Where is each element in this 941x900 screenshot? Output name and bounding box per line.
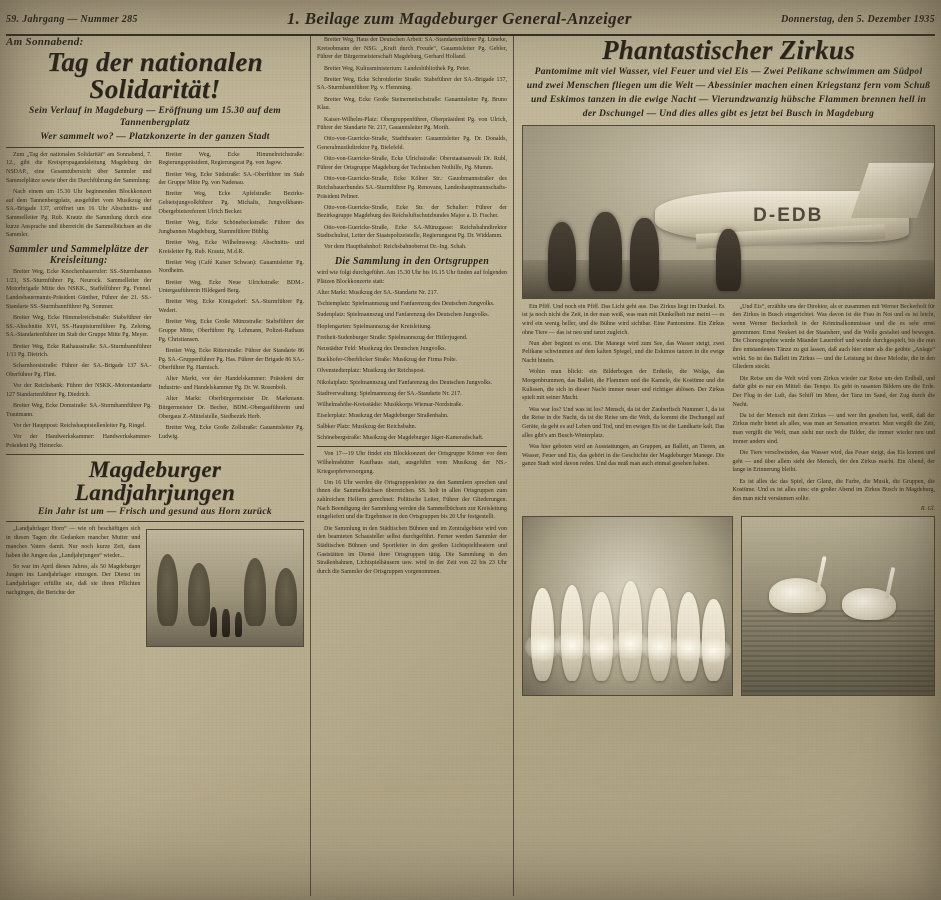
divider (6, 147, 304, 148)
figure-shape (548, 222, 577, 291)
paragraph: Breiter Weg, Ecke Königsdorf: SA.-Sturmführer Pg. Wedert. (158, 299, 304, 315)
water-shape (742, 610, 934, 695)
right-text-col-a (522, 303, 725, 513)
paragraph: Breiter Weg, Ecke Große Zollstraße: Gauamtsleiter Pg. Ludwig. (158, 424, 304, 440)
paragraph: Nach einem um 15.30 Uhr beginnenden Blockkonzert auf dem Tannenbergplatz, ausgeführt vom Musikzug der SA.-Brigade 137, eröffnet um 16 Uhr Abschnitts- und Sammelleiter Pg. Rub. Krautz die Sammlung durch eine kurze Ansprache und überreicht die Sammelbüchsen an die Sammler. (6, 188, 152, 239)
landjahr-subhead: Ein Jahr ist um — Frisch und gesund aus Horn zurück (38, 506, 272, 517)
right-subhead-3: und Eskimos tanzen in die ewige Nacht — Vierundzwanzig hübsche Flammen brennen hell in (530, 94, 927, 105)
airplane-tail (851, 163, 935, 218)
paragraph: Breiter Weg, Ecke Knochenhauerufer: SS.-Sturmbannes 1/21, SS.-Sturmführer Pg. Neurock. Sammelleiter der Motorbrigade Mitte des NSKK., Staffelführer Pg. Fennel. Landesbauernamts-Präsident Günther, Führer der 21. SS.-Standarte SS.-Sturmbannführer Pg. Sommer. (6, 269, 152, 310)
airplane-registration: D-EDB (753, 204, 824, 226)
swan-photo (741, 516, 935, 696)
dancer-figure (590, 592, 613, 681)
paragraph: Breiter Weg, Ecke Himmelreichstraße: Regierungspräsident, Regierungsrat Pg. von Jagow. (158, 151, 304, 167)
paragraph: Eiselerplatz: Musikzug der Magdeburger Straßenbahn. (317, 413, 449, 420)
masthead (6, 6, 935, 36)
dancer-figure (677, 592, 700, 681)
paragraph: Otto-von-Guericke-Straße, Ecke SA.-Münzgasse: Reichsbahndirektor Stadtschulrat, Leiter der Staatspolizeistelle, Regierungsrat Pg. Dr. Widdamm. (317, 224, 507, 240)
paragraph: Breiter Weg, Ecke Große Steinernetischstraße: Gauamtsleiter Pg. Bruno Klau. (317, 96, 507, 112)
paragraph: Otto-von-Guericke-Straße, Ecke Ulrichstraße: Oberstaatsanwalt Dr. Rubl, Führer der Ortsgruppe Magdeburg der Technischen Nothilfe, Pg. Mumm. (317, 156, 507, 171)
paragraph: Die Tiere verschwinden, das Wasser wird, das Feuer steigt, das Eis kommt und geht — und über allem steht der Mensch, der den Zirkus macht. Ein Abend, der lange in Erinnerung bleibt. (732, 450, 935, 474)
tree-shape (188, 563, 210, 626)
paragraph: Wohin man blickt: ein Bilderbogen der Erdteile, die Wolga, das Morgenbrummen, das Ballett, die Flammen und die Kamele, die Kostüme und die Kulissen, die sich in dieser Nacht immer neuer und richtiger ablösen. Der Zirkus spielt mit seiner Macht. (522, 369, 725, 402)
right-headline: Phantastischer Zirkus (601, 35, 856, 65)
left-subhead-1: Sein Verlauf in Magdeburg — Eröffnung um 15.30 auf dem Tannenbergplatz (29, 106, 281, 128)
dancer-figure (648, 588, 671, 681)
landjahr-block (6, 525, 304, 647)
left-subhead-2: Wer sammelt wo? — Platzkonzerte in der ganzen Stadt (40, 131, 270, 142)
paragraph: Breiter Weg, Ecke Schönebeckstraße: Führer des Jungbannes Magdeburg, Stammführer Bühlig. (158, 219, 304, 235)
paragraph: Alter Markt, vor der Handelskammer: Präsident der Industrie- und Handelskammer Pg. Dr. W. Rosenbolt. (158, 376, 304, 392)
divider (6, 521, 304, 522)
columns-container (6, 36, 935, 896)
paragraph: Breiter Weg, Ecke Neue Ulrichstraße: BDM.-Untergauführerin Hildegard Berg. (158, 279, 304, 295)
paragraph: Breiter Weg, Kultusministerium: Landesbibliothek Pg. Peter. (324, 65, 471, 72)
paragraph: Vor der Handwerkskammer: Handwerkskammer-Präsident Pg. Heinecke. (6, 434, 152, 449)
paragraph: Breiter Weg, Ecke Große Münzstraße: Stabsführer der Gruppe Mitte, Oberführer Pg. Lehmann, Polizei-Rathaus Pg. Christiansen. (158, 319, 304, 343)
tree-shape (157, 554, 179, 626)
figure-shape (589, 212, 622, 291)
landjahr-headline: Magdeburger Landjahrjungen (74, 456, 236, 505)
paragraph: Was war los? Und was ist los? Mensch, da ist der Zauberfisch Nummer 1, da ist die Reise in die Nacht, da ist die Reise um die Welt, da kommt die Dschungel auf Geräte, da geht es auf Leben und Tod, und im ewigen Eis ist die Landkarte kalt. Das alles gibt's am Busch-Winterplatz. (522, 406, 725, 439)
divider (6, 454, 304, 455)
right-photo-row (522, 512, 935, 696)
left-section-heading: Sammler und Sammelplätze der Kreisleitung: (8, 244, 149, 266)
paragraph: Otto-von-Guericke-Straße, Ecke Str. der Schulter: Führer der Bezirksgruppe Magdeburg des Reichsluftschutzbundes Major a. D. Fischer. (317, 204, 507, 220)
paragraph: Breiter Weg, Ecke Himmelreichstraße: Stabsführer der SS.-Abschnitte XVI, SS.-Hauptsturmführer Pg. Zehring, SA.-Standartenführer im Stab der Gruppe Mitte Pg. Meyer. (6, 314, 152, 339)
paragraph: Breiter Weg, Ecke Südstraße: SA.-Oberführer im Stab der Gruppe Mitte Pg. von Nadenau. (158, 171, 304, 187)
left-headline: Tag der nationalen Solidarität! (47, 47, 263, 104)
paragraph: Um 16 Uhr werden die Ortsgruppenleiter zu den Sammlern sprechen und ihnen die Sammelbüchsen überreichen. SS. holt in allen Ortsgruppen zum zahlreichen Helfern gerechnet: Politische Leiter, Führer der Gliederungen. Nach Beendigung der Sammlung werden die Sammelbüchsen zur Kreisleitung eingeliefert und die Ergebnisse in den Ortsgruppen bis 20 Uhr festgestellt. (317, 479, 507, 521)
paragraph: Ein Pfiff. Und noch ein Pfiff. Das Licht geht aus. Das Zirkus liegt im Dunkel. Es ist ja noch nicht die Zeit, in der man weiß, was man mit Dunkelheit nur meint — es wird ein wenig heller, und die Bühne wird sichtbar. Eine Pantomime. Ein Zirkus ohne Tiere — das ist neu und tanzt zugleich. (522, 303, 725, 336)
right-subhead-4: der Dschungel — Und dies alles gibt es jetzt bei Busch in Magdeburg (582, 108, 875, 119)
figure-shape (630, 218, 659, 290)
article-signature: R. Gl. (920, 506, 935, 513)
figure-shape (716, 229, 741, 291)
paragraph: So war im April dieses Jahres, als 50 Magdeburger Jungen ins Landjahrlager einzogen. Der Dienst im Landjahrlager erfüllte sie, daß sie ihren Pflichten nachgingen, die Berichte der (6, 563, 141, 596)
ballet-photo (522, 516, 733, 696)
circus-airplane-photo (522, 125, 935, 299)
paragraph: Breiter Weg, Ecke Wilhelmsweg: Abschnitts- und Kreisleiter Pg. Rub. Krautz, M.d.R. (158, 239, 304, 255)
right-text-col-b (733, 303, 936, 513)
paragraph: Kaiser-Wilhelm-Platz: Obergruppenführer, Oberpräsident Pg. von Ulrich, Führer der Standarte Nr. 217, Gauamtsleiter Pg. Morih. (317, 116, 507, 132)
paragraph: Buckhofer-Oberblicker Straße: Musikzug der Firma Polte. (317, 357, 458, 364)
left-text-block (6, 151, 304, 451)
paragraph: Vor der Reichsbank: Führer der NSKK.-Motorstandarte 127 Standartenführer Pg. Diedrich. (6, 383, 152, 398)
figure-shape (222, 609, 230, 637)
paragraph: Alter Markt: Musikzug der SA.-Standarte Nr. 217. (317, 290, 439, 296)
paragraph: „Landjahrlager Horn“ — wie oft beschäftigen sich in diesen Tagen die Gedanken mancher Mutter und manches Vaters damit. Nur noch kurze Zeit, dann haben die Jungen das „Landjahrjungen“ wieder... (6, 526, 141, 559)
dancer-figure (619, 581, 642, 681)
right-column (513, 36, 935, 896)
paragraph: Alter Markt: Oberbürgermeister Dr. Markmann. Bürgermeister Dr. Becher, BDM.-Obergauführerin und Obergaus Z.-Mittelstelle, Siedbezirk Herb. (158, 396, 304, 420)
right-subhead-1: Pantomime mit viel Wasser, viel Feuer und viel Eis — Zwei Pelikane schwimmen am Südpol (534, 67, 923, 77)
paragraph: Nun aber beginnt es erst. Die Manege wird zum See, das Wasser steigt, zwei Pelikane schwimmen auf dem kalten Spiegel, und die Eskimos tanzen in die ewige Nacht hinein. (522, 340, 725, 365)
paragraph: wird wie folgt durchgeführt. Am 15.30 Uhr bis 16.15 Uhr finden auf folgenden Plätzen Blockkonzerte statt: (317, 270, 507, 285)
paragraph: Olvenstedterplatz: Musikzug der Reichspost. (317, 368, 425, 375)
paragraph: Zum „Tag der nationalen Solidarität“ am Sonnabend, 7. 12., gibt die Kreispropagandaleitung Magdeburg der NSDAP., eine Gesamtübersicht über Sammler und Sammelplätze sowie über die Durchführung der Sammlung: (6, 151, 152, 184)
paragraph: Breiter Weg, Ecke Domstraße: SA.-Sturmbannführer Pg. Trautmann. (6, 403, 152, 418)
paragraph: Neustädter Feld: Musikzug des Deutschen Jungvolks. (317, 345, 446, 352)
landjahr-photo (146, 529, 304, 647)
paragraph: Tschiemplatz: Spielmannszug und Fanfarenzug des Deutschen Jungvolks. (317, 301, 495, 308)
paragraph: Schönebergstraße: Musikzug der Magdeburger Jäger-Kameradschaft. (317, 435, 484, 442)
paragraph: „Und Eis“, erzählte uns der Direktor, als er zusammen mit Werner Beckerholt für den Zirkus in Busch eingerichtet. Was davon ist die Frau in Not und es ist leicht, wenn Werner Beckerholt in der Kriminalkommissar und die es sehr ernst genommen: Ernst Neukert ist der Staatsherr, und die Welle gestaltet und bewegen. Die Choreographie wurde Mäander Lauerdorf und wurde durchgespielt, bis die nun ihre entstandenen Tänze zu gut lassen, daß auch hier einer als die geübte „Anlage“ wirkt. So ist das Ballett im Zirkus — und die Leistung ist diese Melodie, die in den Gliedern steckt. (732, 303, 935, 371)
masthead-title: 1. Beilage zum Magdeburger General-Anzeiger (286, 9, 632, 28)
paragraph: Breiter Weg, Ecke Rathausstraße: SA.-Sturmbannführer 1/11 Pg. Dietrich. (6, 343, 152, 359)
paragraph: Breiter Weg, Ecke Schrotdorfer Straße: Stabsführer der SA.-Brigade 137, SA.-Sturmbannführer Pg. v. Flemming. (317, 76, 507, 92)
paragraph: Die Sammlung in den Städtischen Bühnen und im Zentralgebiete wird von den beamteten Schausteller selbst durchgeführt. Ferner werden Sammler der Städtischen Bühnen und Sportleiter in den großen Lichtspieltheatern und Gaststätten im Dienst ihrer Ortsgruppen tätig. Die Sammlung in den Straßenbahnen, Lichtspielhäusern usw. wird in der Zeit von 22 bis 23 Uhr durch die Sammler der Ortsgruppen vorgenommen. (317, 525, 507, 576)
paragraph: Breiter Weg (Café Kaiser Schwan): Gauamtsleiter Pg. Nordheim. (158, 259, 304, 275)
paragraph: Die Reise um die Welt wird vom Zirkus wieder zur Reise um den Erdball, und dafür gibt es nur ein Mittel: das Tempo. Es geht in rasanten Bildern um die Erde. Der Flug in der Luft, das Schiff im Meer, der Tanz im Sand, der Zug durch die Nacht. (732, 375, 935, 408)
masthead-issue: 59. Jahrgang — Nummer 285 (6, 13, 138, 25)
paragraph: Freiheit-Sudenburger Straße: Spielmannszug der Hitlerjugend. (317, 334, 468, 341)
paragraph: Vor der Hauptpost: Reichshauptstellenleiter Pg. Ringel. (13, 423, 147, 429)
left-column (6, 36, 310, 896)
dancer-figure (561, 585, 584, 681)
paragraph: Salbker Platz: Musikzug der Reichsbahn. (317, 424, 417, 431)
left-kicker: Am Sonnabend: (6, 36, 84, 48)
paragraph: Otto-von-Guericke-Straße, Ecke Kölner Str.: Gauobmannstraßer des Reichsbauerbundes SA.-Sturmführer Pg. Renovans, Landeshauptmannschafts-Präsident Peltner. (317, 176, 507, 200)
divider (317, 446, 507, 447)
paragraph: Breiter Weg, Ecke Apfelstraße: Bezirks-Gebietsjungvolkführer Pg. Michalis, Jungvolkbann-Obergebietsreferent Ulrich Becker. (158, 191, 304, 215)
dancer-figure (531, 588, 554, 681)
paragraph: Von 17—19 Uhr findet ein Blockkonzert der Ortsgruppe Körner vor dem Wilhelmshütter Kaufhaus statt, ausgeführt vom Musikzug der NS.-Kriegsopferversorgung. (317, 451, 507, 475)
tree-shape (275, 568, 297, 626)
paragraph: Breiter Weg, Ecke Ritterstraße: Führer der Standarte 86 Pg. SA.-Gruppenführer Pg. Has. Führer der Brigade 86 SA.-Oberführer Pg. Harnisch. (158, 347, 304, 372)
paragraph: Stadtverwaltung: Spielmannszug der SA.-Standarte Nr. 217. (317, 390, 462, 397)
figure-shape (235, 612, 243, 638)
paragraph: Otto-von-Guericke-Straße, Stadttheater: Gauamtsleiter Pg. Dr. Donalds, Generalmusikdirektor Pg. Bielefeld. (317, 136, 507, 152)
paragraph: Was hier geboten wird an Ausstattungen, an Gruppen, an Ballett, an Tieren, an Wasser, Feuer und Eis, das gehört in die Geschichte der Magdeburger Manege. Die ganze Stadt wird davon reden. Und das muß man auch einmal gesehen haben. (522, 443, 725, 468)
tree-shape (244, 558, 266, 625)
right-subhead-2: und zwei Menschen fliegen um die Welt — Abessinier machen einen Kriegstanz fern vom Schuß (526, 80, 931, 91)
paragraph: Wilhelmshöhe-Kreisstädte: Musikkorps Wiemar-Nordstraße. (317, 401, 464, 408)
mid-section-heading: Die Sammlung in den Ortsgruppen (334, 256, 490, 268)
right-text-columns (522, 303, 935, 513)
paragraph: Es ist alles da: das Spiel, der Glanz, die Farbe, die Musik, die Gruppen, die Kostüme. Und es ist alles eins: ein großer Abend im Zirkus Busch in Magdeburg, den man nicht versäumen sollte. (732, 478, 935, 502)
masthead-date: Donnerstag, den 5. Dezember 1935 (780, 13, 935, 25)
paragraph: Vor dem Hauptbahnhof: Reichsbahnoberrat Dr.-Ing. Schah. (324, 244, 467, 251)
paragraph: Breiter Weg, Haus der Deutschen Arbeit: SA.-Standartenführer Pg. Lüneke, Kreisobmann der NSG. „Kraft durch Freude“, Gauamtsleiter Pg. Gebler, Führer der Bürgermeisterschaft Magdeburg, Gerhard Holland. (317, 37, 507, 61)
dancer-figure (702, 599, 725, 681)
figure-shape (210, 607, 218, 637)
paragraph: Sudenplatz: Spielmannszug und Fanfarenzug des Deutschen Jungvolks. (317, 312, 490, 319)
paragraph: Nikolaiplatz: Spielmannszug und Fanfarenzug des Deutschen Jungvolks. (317, 379, 493, 386)
paragraph: Da ist der Mensch mit dem Zirkus — und wer ihn gesehen hat, weiß, daß der Zirkus mehr bietet als alles, was man an Sensation erwartet. Man vergißt die Zeit, man vergißt die Welt, man sieht nur noch die Bilder, die immer wieder neu und immer anders sind. (732, 412, 935, 445)
middle-column (310, 36, 513, 896)
paragraph: Hopfengarten: Spielmannszug der Kreisleitung. (317, 323, 432, 330)
paragraph: Scharnhorststraße: Führer der SA.-Brigade 137 SA.-Oberführer Pg. Flint. (6, 363, 152, 379)
